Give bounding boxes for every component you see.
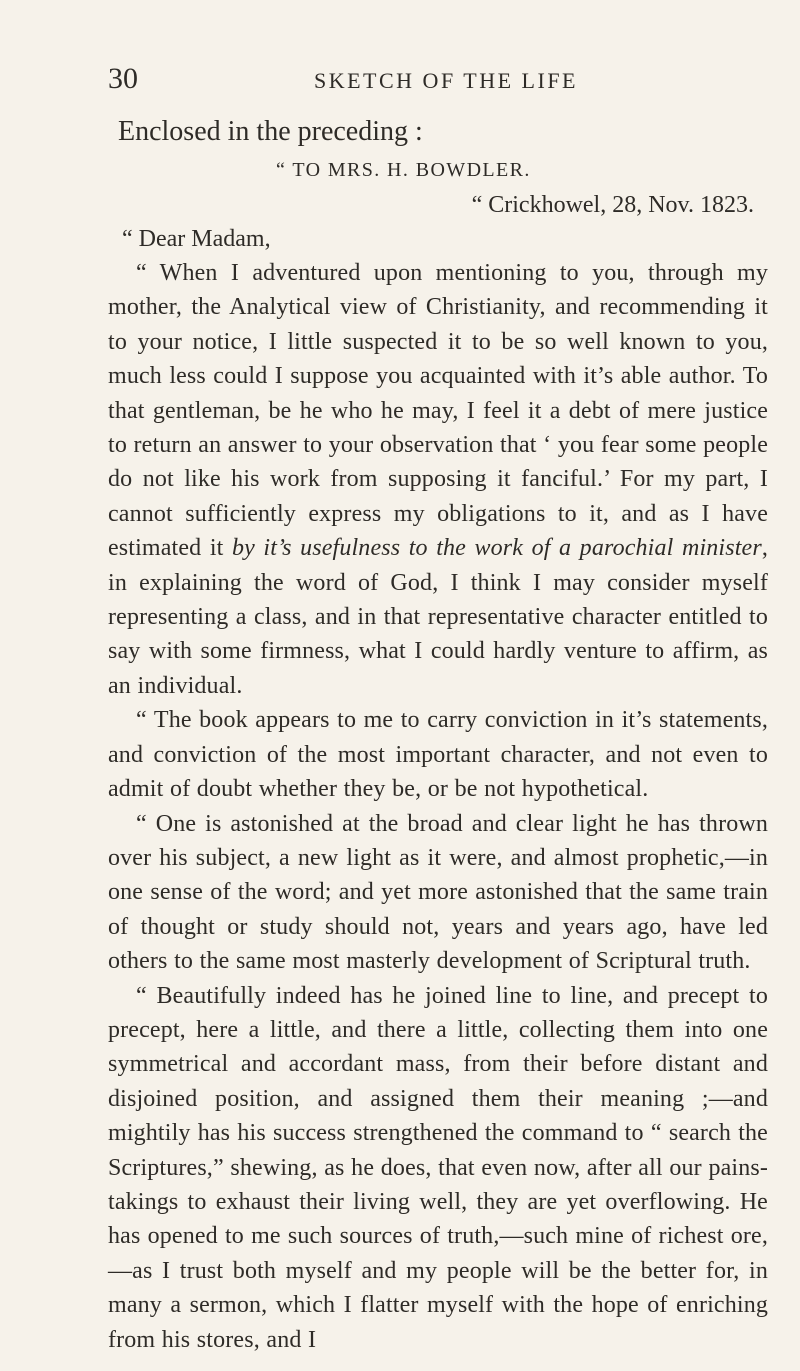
- text-run: “ The book appears to me to carry conviction in it’s statements, and conviction of the most important character, and not even to admit of doubt whether they be, or be not hypothetical.: [108, 707, 768, 803]
- letter-body: [108, 112, 768, 1357]
- text-run: “ When I adventured upon mentioning to you, through my mother, the Analytical view of Christianity, and recommending it to your notice, I little suspected it to be so well known to you, much less could I suppose you acquainted with it’s able author. To that gentleman, be he who he may, I feel it a debt of mere justice to return an answer to your observation that ‘ you fear some people do not like his work from supposing it fanciful.’ For my part, I cannot sufficiently express my obligations to it, and as I have estimated it: [108, 260, 768, 562]
- text-run: “ Beautifully indeed has he joined line to line, and precept to precept, here a little, and there a little, collecting them into one symmetrical and accordant mass, from their before distant and disjoined position, and assigned them their meaning ;—and mightily has his success strengthened the command to “ search the Scriptures,” shewing, as he does, that even now, after all our pains-takings to exhaust their living well, they are yet overflowing. He has opened to me such sources of truth,—such mine of richest ore,—as I trust both myself and my people will be the better for, in many a sermon, which I flatter myself with the hope of enriching from his stores, and I: [108, 982, 768, 1353]
- letter-addressee: “ TO MRS. H. BOWDLER.: [276, 159, 531, 181]
- letter-place-date: “ Crickhowel, 28, Nov. 1823.: [471, 192, 754, 218]
- letter-paragraph: [108, 703, 768, 806]
- letter-paragraph: [108, 979, 768, 1357]
- letter-paragraph: [108, 807, 768, 979]
- italic-run: by it’s usefulness to the work of a parochial minister: [231, 535, 762, 562]
- page-number: 30: [108, 62, 138, 95]
- intro-line: Enclosed in the preceding :: [118, 116, 423, 147]
- letter-paragraphs: [108, 256, 768, 1357]
- running-title: SKETCH OF THE LIFE: [314, 68, 578, 93]
- running-head: [108, 62, 768, 102]
- letter-salutation: “ Dear Madam,: [122, 226, 271, 252]
- letter-paragraph: [108, 256, 768, 703]
- text-run: “ One is astonished at the broad and clear light he has thrown over his subject, a new light as it were, and almost prophetic,—in one sense of the word; and yet more astonished that the same train of thought or study should not, years and years ago, have led others to the same most masterly development of Scriptural truth.: [108, 810, 768, 975]
- text-run: , in explaining the word of God, I think I may consider myself representing a class, and in that representative character entitled to say with some firmness, what I could hardly venture to affirm, as an individual.: [108, 535, 768, 699]
